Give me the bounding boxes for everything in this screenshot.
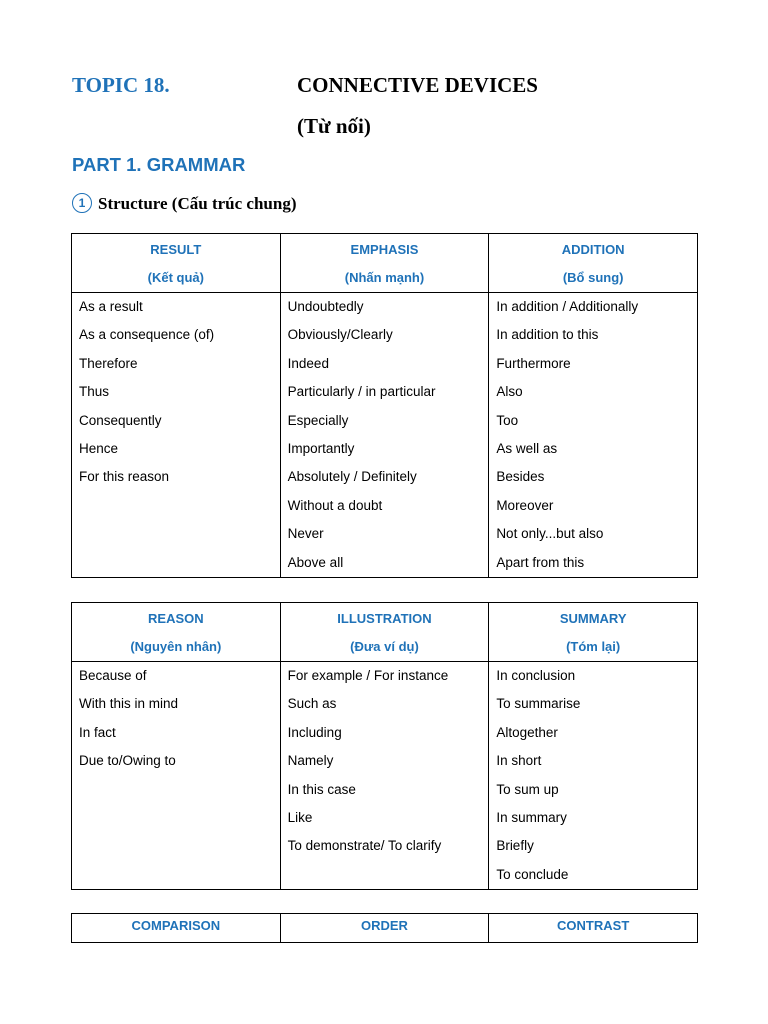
list-item: Thus [79, 384, 110, 400]
list-item: Hence [79, 441, 119, 457]
list-item: Because of [79, 668, 147, 683]
list-item: Besides [496, 469, 545, 485]
list-item: In fact [79, 724, 116, 740]
column-addition [489, 293, 698, 578]
list-item: Due to/Owing to [79, 753, 176, 769]
list-item: With this in mind [79, 696, 179, 712]
header-vi: (Kết quả) [147, 270, 204, 285]
header-en: ADDITION [561, 242, 625, 257]
list-item: In conclusion [496, 668, 576, 683]
header-emphasis [280, 234, 489, 293]
page-title: CONNECTIVE DEVICES [297, 73, 538, 97]
header-contrast [489, 914, 698, 943]
header-vi: (Nguyên nhân) [130, 639, 222, 654]
header-en: REASON [148, 611, 204, 626]
table-body-row [72, 293, 698, 578]
header-order [280, 914, 489, 943]
list-item: For this reason [79, 469, 170, 485]
header-en: RESULT [150, 242, 202, 257]
column-summary [489, 662, 698, 890]
list-item: Moreover [496, 497, 554, 513]
list-item: Also [496, 384, 523, 400]
list-item: As a result [79, 299, 143, 314]
list-item: In addition / Additionally [496, 299, 639, 314]
list-item: Especially [287, 412, 349, 428]
list-item: Indeed [287, 355, 329, 371]
header-en: SUMMARY [559, 611, 627, 626]
header-vi: (Tóm lại) [566, 639, 621, 654]
header-illustration [280, 603, 489, 662]
header-en: EMPHASIS [350, 242, 419, 257]
circled-number-icon: 1 [72, 193, 92, 213]
header-comparison [72, 914, 281, 943]
list-item: To summarise [496, 696, 581, 712]
list-item: Like [287, 810, 313, 826]
list-item: Altogether [496, 724, 558, 740]
header-vi: (Bổ sung) [562, 270, 624, 285]
list-item: Obviously/Clearly [287, 327, 393, 343]
list-item: Undoubtedly [287, 299, 364, 314]
list-item: To conclude [496, 866, 569, 882]
table-body-row [72, 662, 698, 890]
header-addition [489, 234, 698, 293]
list-item: Namely [287, 753, 334, 769]
list-item: Importantly [287, 441, 355, 457]
header-en: ILLUSTRATION [337, 611, 432, 626]
list-item: In this case [287, 781, 356, 797]
list-item: Such as [287, 696, 337, 712]
header-en: COMPARISON [131, 918, 221, 933]
list-item: To sum up [496, 781, 559, 797]
list-item: Never [287, 526, 324, 542]
header-vi: (Đưa ví dụ) [350, 639, 419, 654]
list-item: Too [496, 412, 519, 428]
header-vi: (Nhấn mạnh) [344, 270, 425, 285]
list-item: Briefly [496, 838, 534, 854]
table-header-row [72, 603, 698, 662]
header-en: CONTRAST [557, 918, 630, 933]
list-item: As a consequence (of) [79, 327, 215, 343]
list-item: Absolutely / Definitely [287, 469, 417, 485]
list-item: Consequently [79, 412, 162, 428]
list-item: Apart from this [496, 554, 585, 570]
list-item: Furthermore [496, 355, 571, 371]
column-emphasis [280, 293, 489, 578]
list-item: For example / For instance [287, 668, 449, 683]
list-item: In short [496, 753, 542, 769]
topic-number: TOPIC 18. [72, 73, 170, 97]
table-header-row [72, 234, 698, 293]
list-item: In summary [496, 810, 567, 826]
table-header-row [72, 914, 698, 943]
header-en: ORDER [361, 918, 408, 933]
column-result [72, 293, 281, 578]
column-reason [72, 662, 281, 890]
list-item: Including [287, 724, 342, 740]
list-item: Not only...but also [496, 526, 604, 542]
header-reason [72, 603, 281, 662]
connectives-table-3 [71, 913, 698, 943]
list-item: Particularly / in particular [287, 384, 436, 400]
page-subtitle: (Từ nối) [297, 114, 371, 138]
list-item: In addition to this [496, 327, 599, 343]
part-heading: PART 1. GRAMMAR [72, 154, 246, 175]
section-title: Structure (Cấu trúc chung) [98, 194, 297, 213]
list-item: Without a doubt [287, 497, 383, 513]
list-item: To demonstrate/ To clarify [287, 838, 442, 854]
column-illustration [280, 662, 489, 890]
section-heading [72, 194, 296, 214]
connectives-table-1 [71, 233, 698, 578]
list-item: As well as [496, 441, 558, 457]
connectives-table-2 [71, 602, 698, 890]
header-result [72, 234, 281, 293]
list-item: Therefore [79, 355, 138, 371]
list-item: Above all [287, 554, 344, 570]
header-summary [489, 603, 698, 662]
